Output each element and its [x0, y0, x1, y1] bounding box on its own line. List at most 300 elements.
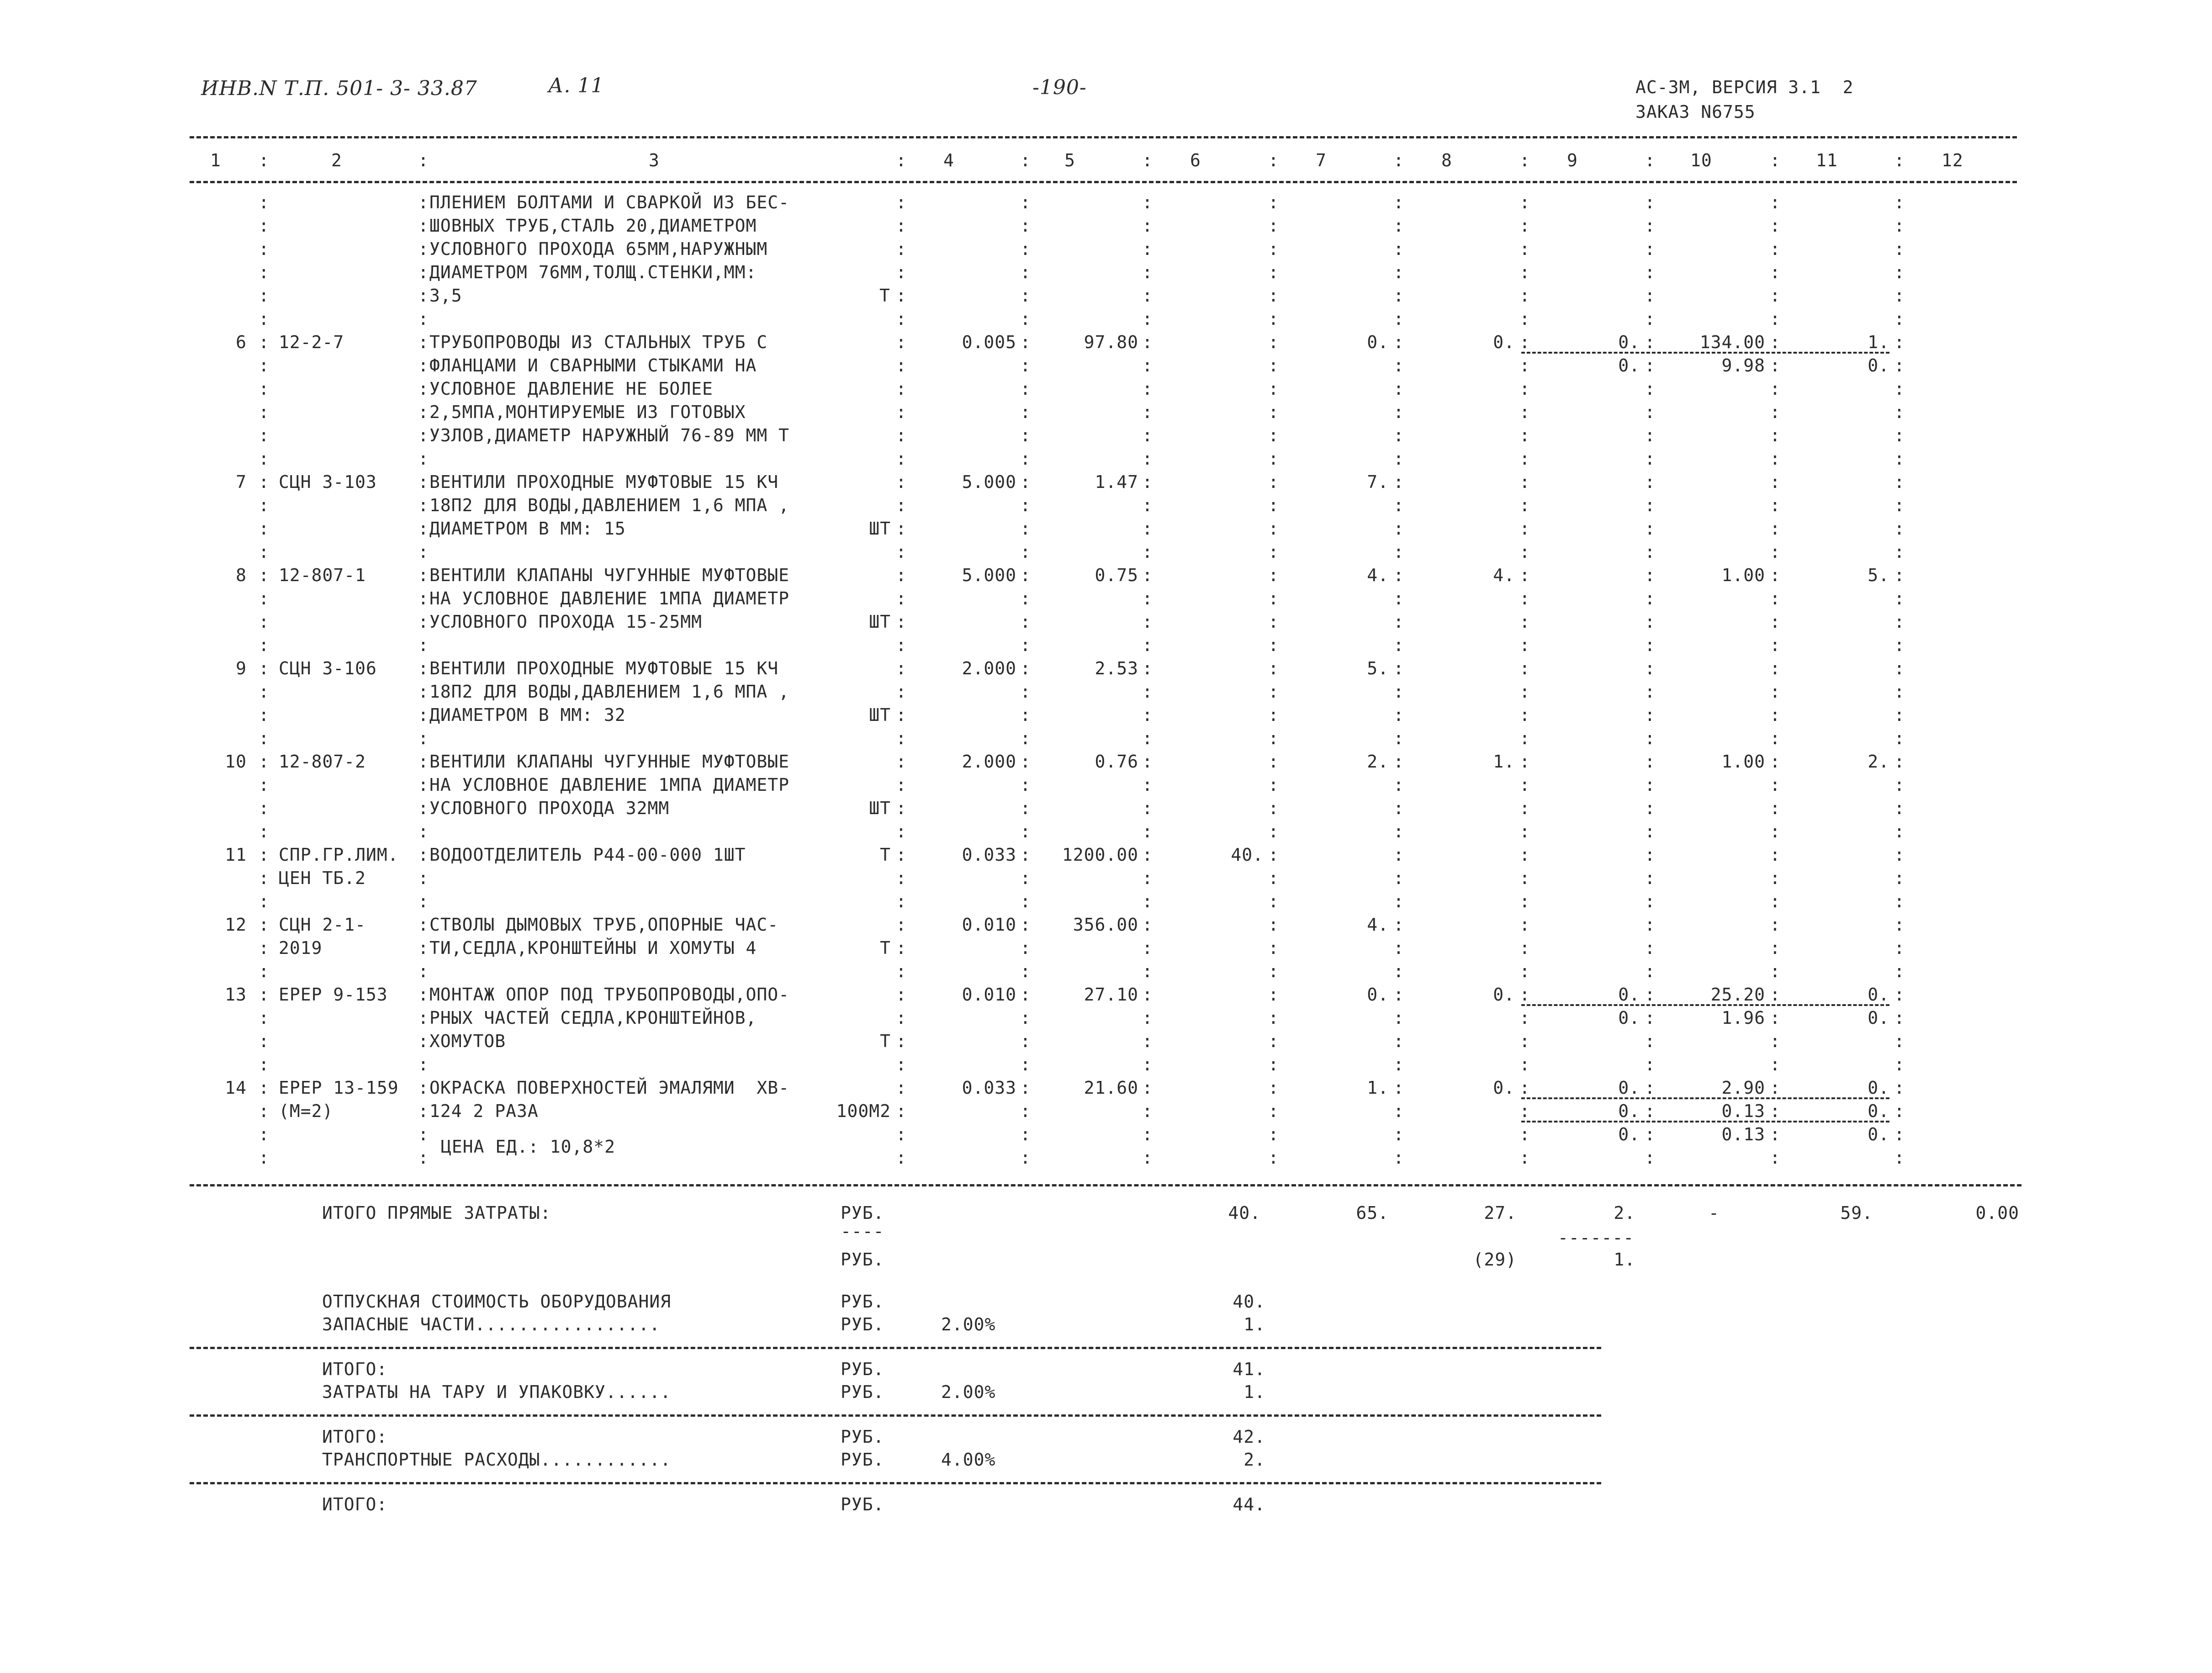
column-separator: : — [1020, 425, 1031, 445]
column-header-separator: : — [1894, 150, 1905, 170]
column-separator: : — [1894, 192, 1905, 212]
column-separator: : — [418, 961, 429, 981]
column-separator: : — [1142, 798, 1153, 818]
column-separator: : — [418, 845, 429, 865]
subvalue-c11: 0. — [1868, 1101, 1889, 1121]
direct-costs-unit-2: РУБ. — [841, 1249, 884, 1270]
column-separator: : — [259, 495, 269, 515]
value-qty: 2.000 — [962, 658, 1016, 678]
column-separator: : — [1894, 1124, 1905, 1144]
column-separator: : — [1142, 821, 1153, 842]
value-c8: 0. — [1493, 985, 1515, 1005]
column-separator: : — [896, 891, 906, 911]
norm-code: ЕРЕР 13-159 — [279, 1078, 399, 1098]
column-separator: : — [896, 961, 906, 981]
column-separator: : — [1645, 192, 1655, 212]
column-separator: : — [1770, 985, 1780, 1005]
column-separator: : — [1393, 612, 1404, 632]
column-separator: : — [259, 1148, 269, 1168]
column-separator: : — [1020, 985, 1031, 1005]
subvalue-c10: 9.98 — [1721, 355, 1765, 376]
work-description-line: ФЛАНЦАМИ И СВАРНЫМИ СТЫКАМИ НА — [429, 355, 757, 376]
column-separator: : — [1268, 1054, 1279, 1075]
column-separator: : — [1770, 519, 1780, 539]
column-separator: : — [1020, 1148, 1031, 1168]
column-separator: : — [418, 216, 429, 236]
column-separator: : — [418, 798, 429, 818]
column-header-1: 1 — [210, 150, 221, 170]
work-description-line: ВЕНТИЛИ КЛАПАНЫ ЧУГУННЫЕ МУФТОВЫЕ — [429, 565, 789, 585]
value-c8: 0. — [1493, 332, 1515, 352]
column-separator: : — [1142, 286, 1153, 306]
column-separator: : — [1142, 1148, 1153, 1168]
summary-percent: 4.00% — [941, 1450, 996, 1470]
column-separator: : — [1894, 588, 1905, 609]
column-separator: : — [259, 891, 269, 911]
column-separator: : — [1020, 821, 1031, 842]
column-separator: : — [1142, 728, 1153, 748]
value-qty: 0.010 — [962, 915, 1016, 935]
column-separator: : — [418, 565, 429, 585]
norm-code: ЦЕН ТБ.2 — [279, 868, 366, 888]
column-separator: : — [1268, 192, 1279, 212]
column-separator: : — [418, 425, 429, 445]
column-separator: : — [1770, 239, 1780, 259]
column-separator: : — [1645, 961, 1655, 981]
column-separator: : — [1393, 192, 1404, 212]
norm-code: СЦН 2-1- — [279, 915, 366, 935]
norm-code: 12-2-7 — [279, 332, 344, 352]
column-separator: : — [1519, 612, 1530, 632]
column-separator: : — [1519, 961, 1530, 981]
column-separator: : — [1268, 1031, 1279, 1051]
column-separator: : — [1142, 239, 1153, 259]
column-separator: : — [418, 519, 429, 539]
column-separator: : — [1142, 262, 1153, 282]
column-separator: : — [1393, 425, 1404, 445]
column-separator: : — [1519, 658, 1530, 678]
work-description-line: ОКРАСКА ПОВЕРХНОСТЕЙ ЭМАЛЯМИ ХВ- — [429, 1078, 789, 1098]
column-separator: : — [1393, 868, 1404, 888]
column-separator: : — [1142, 402, 1153, 422]
work-description-line: ДИАМЕТРОМ В ММ: 32 — [429, 705, 626, 725]
column-separator: : — [1142, 332, 1153, 352]
column-separator: : — [418, 262, 429, 282]
value-c11: 1. — [1868, 332, 1889, 352]
column-separator: : — [896, 658, 906, 678]
column-separator: : — [1894, 821, 1905, 842]
column-separator: : — [1020, 1031, 1031, 1051]
column-separator: : — [1393, 588, 1404, 609]
column-header-4: 4 — [943, 150, 954, 170]
work-description-line: НА УСЛОВНОЕ ДАВЛЕНИЕ 1МПА ДИАМЕТР — [429, 588, 789, 609]
column-separator: : — [1142, 1008, 1153, 1028]
column-separator: : — [1519, 309, 1530, 329]
column-separator: : — [1142, 891, 1153, 911]
row-number: 10 — [225, 752, 247, 772]
column-separator: : — [1894, 519, 1905, 539]
summary-percent: 2.00% — [941, 1382, 996, 1402]
summary-rule — [190, 1482, 1601, 1484]
column-separator: : — [259, 752, 269, 772]
column-separator: : — [418, 1101, 429, 1121]
column-separator: : — [1393, 1031, 1404, 1051]
column-separator: : — [1268, 355, 1279, 376]
summary-rule — [190, 1414, 1601, 1417]
column-separator: : — [1519, 449, 1530, 469]
column-header-8: 8 — [1441, 150, 1452, 170]
work-description-line: СТВОЛЫ ДЫМОВЫХ ТРУБ,ОПОРНЫЕ ЧАС- — [429, 915, 779, 935]
row-number: 9 — [236, 658, 247, 678]
summary-label: ИТОГО: — [322, 1494, 388, 1514]
column-separator: : — [418, 938, 429, 958]
column-separator: : — [418, 355, 429, 376]
column-separator: : — [1770, 775, 1780, 795]
column-separator: : — [1770, 1078, 1780, 1098]
column-separator: : — [1770, 495, 1780, 515]
norm-code: СЦН 3-103 — [279, 472, 377, 492]
column-separator: : — [1020, 798, 1031, 818]
column-separator: : — [1519, 891, 1530, 911]
column-separator: : — [1770, 379, 1780, 399]
value-qty: 5.000 — [962, 565, 1016, 585]
summary-unit: РУБ. — [841, 1450, 884, 1470]
value-c9: 0. — [1618, 985, 1640, 1005]
column-separator: : — [1770, 752, 1780, 772]
value-price: 0.75 — [1095, 565, 1138, 585]
row-number: 8 — [236, 565, 247, 585]
column-separator: : — [1770, 915, 1780, 935]
summary-unit: РУБ. — [841, 1382, 884, 1402]
column-header-separator: : — [418, 150, 429, 170]
column-separator: : — [1519, 402, 1530, 422]
norm-code: СЦН 3-106 — [279, 658, 377, 678]
column-separator: : — [1393, 891, 1404, 911]
work-description-line: РНЫХ ЧАСТЕЙ СЕДЛА,КРОНШТЕЙНОВ, — [429, 1008, 757, 1028]
column-separator: : — [1770, 658, 1780, 678]
measure-unit: 100М2 — [836, 1101, 891, 1121]
direct-costs-col8: 27. — [1484, 1203, 1517, 1223]
column-separator: : — [896, 519, 906, 539]
column-separator: : — [1519, 868, 1530, 888]
column-separator: : — [1020, 262, 1031, 282]
column-separator: : — [1894, 332, 1905, 352]
column-separator: : — [1142, 472, 1153, 492]
column-separator: : — [1393, 821, 1404, 842]
column-header-separator: : — [896, 150, 906, 170]
column-separator: : — [896, 402, 906, 422]
column-separator: : — [259, 658, 269, 678]
column-separator: : — [1894, 705, 1905, 725]
column-separator: : — [1645, 519, 1655, 539]
value-c8: 4. — [1493, 565, 1515, 585]
subvalue-c11: 0. — [1868, 1124, 1889, 1144]
work-description-line: УСЛОВНОГО ПРОХОДА 15-25ММ — [429, 612, 702, 632]
column-separator: : — [1268, 868, 1279, 888]
column-separator: : — [418, 705, 429, 725]
column-separator: : — [896, 379, 906, 399]
column-separator: : — [1519, 332, 1530, 352]
measure-unit: Т — [880, 938, 891, 958]
column-separator: : — [1268, 588, 1279, 609]
column-separator: : — [259, 845, 269, 865]
column-separator: : — [1770, 705, 1780, 725]
column-separator: : — [418, 588, 429, 609]
column-separator: : — [1393, 1148, 1404, 1168]
column-separator: : — [1770, 1054, 1780, 1075]
value-c11: 2. — [1868, 752, 1889, 772]
column-header-separator: : — [1770, 150, 1780, 170]
column-separator: : — [1020, 1124, 1031, 1144]
column-separator: : — [1519, 472, 1530, 492]
column-separator: : — [1770, 565, 1780, 585]
column-separator: : — [1519, 216, 1530, 236]
unit-price-note: ЦЕНА ЕД.: 10,8*2 — [441, 1137, 616, 1157]
column-header-separator: : — [1142, 150, 1153, 170]
column-separator: : — [896, 635, 906, 655]
column-separator: : — [1770, 961, 1780, 981]
column-header-separator: : — [1020, 150, 1031, 170]
column-separator: : — [1645, 402, 1655, 422]
column-separator: : — [1645, 1148, 1655, 1168]
column-separator: : — [259, 985, 269, 1005]
column-separator: : — [1894, 682, 1905, 702]
column-separator: : — [1268, 891, 1279, 911]
column-separator: : — [896, 728, 906, 748]
column-separator: : — [1142, 961, 1153, 981]
column-separator: : — [418, 495, 429, 515]
totals-rule — [190, 1184, 2021, 1186]
row-number: 14 — [225, 1078, 247, 1098]
value-price: 97.80 — [1084, 332, 1138, 352]
column-separator: : — [1268, 216, 1279, 236]
column-separator: : — [1894, 1031, 1905, 1051]
column-separator: : — [896, 495, 906, 515]
column-separator: : — [896, 845, 906, 865]
column-separator: : — [1142, 425, 1153, 445]
column-separator: : — [1519, 379, 1530, 399]
value-price: 1.47 — [1095, 472, 1138, 492]
measure-unit: ШТ — [869, 798, 891, 818]
column-separator: : — [1519, 495, 1530, 515]
column-separator: : — [418, 309, 429, 329]
column-separator: : — [1645, 332, 1655, 352]
column-header-9: 9 — [1567, 150, 1578, 170]
column-separator: : — [896, 216, 906, 236]
column-separator: : — [418, 728, 429, 748]
column-separator: : — [896, 1008, 906, 1028]
continuation-description-line: 3,5 — [429, 286, 462, 306]
column-separator: : — [1268, 938, 1279, 958]
column-separator: : — [1894, 612, 1905, 632]
value-qty: 5.000 — [962, 472, 1016, 492]
column-separator: : — [1020, 355, 1031, 376]
column-separator: : — [1142, 705, 1153, 725]
summary-label: ИТОГО: — [322, 1427, 388, 1447]
column-separator: : — [1519, 355, 1530, 376]
column-separator: : — [1894, 891, 1905, 911]
column-separator: : — [1268, 635, 1279, 655]
column-separator: : — [1393, 565, 1404, 585]
column-separator: : — [1770, 798, 1780, 818]
column-separator: : — [418, 775, 429, 795]
column-separator: : — [1142, 775, 1153, 795]
column-separator: : — [1770, 425, 1780, 445]
subvalue-c9: 0. — [1618, 355, 1640, 376]
column-separator: : — [1268, 565, 1279, 585]
column-separator: : — [1020, 891, 1031, 911]
column-separator: : — [1770, 1101, 1780, 1121]
column-separator: : — [1020, 705, 1031, 725]
column-separator: : — [259, 402, 269, 422]
column-separator: : — [1645, 379, 1655, 399]
column-separator: : — [1268, 472, 1279, 492]
column-separator: : — [259, 425, 269, 445]
column-separator: : — [1645, 239, 1655, 259]
column-separator: : — [1268, 1101, 1279, 1121]
column-separator: : — [1645, 612, 1655, 632]
column-separator: : — [1645, 891, 1655, 911]
column-separator: : — [1393, 216, 1404, 236]
column-separator: : — [1268, 449, 1279, 469]
inventory-number: ИНВ.N Т.П. 501- 3- 33.87 — [201, 77, 477, 100]
column-separator: : — [1020, 239, 1031, 259]
column-separator: : — [1519, 425, 1530, 445]
value-qty: 0.033 — [962, 845, 1016, 865]
value-c10: 1.00 — [1721, 565, 1765, 585]
value-c7: 0. — [1367, 332, 1389, 352]
column-separator: : — [1894, 985, 1905, 1005]
column-separator: : — [1894, 868, 1905, 888]
column-separator: : — [896, 449, 906, 469]
column-separator: : — [1645, 752, 1655, 772]
column-separator: : — [418, 658, 429, 678]
column-separator: : — [1393, 1101, 1404, 1121]
work-description-line: 18П2 ДЛЯ ВОДЫ,ДАВЛЕНИЕМ 1,6 МПА , — [429, 682, 789, 702]
column-separator: : — [1268, 495, 1279, 515]
column-separator: : — [1020, 1008, 1031, 1028]
column-separator: : — [1393, 728, 1404, 748]
column-separator: : — [1142, 938, 1153, 958]
column-separator: : — [1519, 1031, 1530, 1051]
value-price: 27.10 — [1084, 985, 1138, 1005]
column-separator: : — [1268, 425, 1279, 445]
column-separator: : — [1519, 588, 1530, 609]
column-separator: : — [1268, 309, 1279, 329]
column-separator: : — [896, 985, 906, 1005]
column-separator: : — [1770, 612, 1780, 632]
column-separator: : — [1645, 449, 1655, 469]
value-qty: 0.033 — [962, 1078, 1016, 1098]
column-separator: : — [259, 775, 269, 795]
column-separator: : — [1645, 1078, 1655, 1098]
column-separator: : — [1770, 262, 1780, 282]
work-description-line: ВЕНТИЛИ ПРОХОДНЫЕ МУФТОВЫЕ 15 КЧ — [429, 658, 779, 678]
column-separator: : — [1519, 682, 1530, 702]
column-separator: : — [1020, 286, 1031, 306]
column-separator: : — [259, 449, 269, 469]
program-version: АС-3М, ВЕРСИЯ 3.1 2 — [1635, 77, 1854, 97]
column-separator: : — [418, 239, 429, 259]
work-description-line: НА УСЛОВНОЕ ДАВЛЕНИЕ 1МПА ДИАМЕТР — [429, 775, 789, 795]
column-separator: : — [1519, 1008, 1530, 1028]
column-separator: : — [1142, 682, 1153, 702]
column-separator: : — [418, 1008, 429, 1028]
summary-value: 41. — [1233, 1359, 1265, 1379]
column-separator: : — [896, 612, 906, 632]
column-separator: : — [1393, 682, 1404, 702]
column-separator: : — [1519, 938, 1530, 958]
norm-code: 2019 — [279, 938, 323, 958]
column-separator: : — [1645, 775, 1655, 795]
summary-label: ЗАТРАТЫ НА ТАРУ И УПАКОВКУ...... — [322, 1382, 672, 1402]
column-separator: : — [896, 938, 906, 958]
column-separator: : — [1020, 519, 1031, 539]
column-separator: : — [896, 425, 906, 445]
continuation-unit: Т — [879, 286, 890, 306]
column-separator: : — [896, 821, 906, 842]
column-separator: : — [259, 961, 269, 981]
column-separator: : — [1645, 542, 1655, 562]
column-separator: : — [1020, 565, 1031, 585]
column-separator: : — [896, 192, 906, 212]
column-separator: : — [1268, 961, 1279, 981]
column-separator: : — [1894, 775, 1905, 795]
column-separator: : — [259, 332, 269, 352]
column-separator: : — [1020, 216, 1031, 236]
column-separator: : — [259, 1054, 269, 1075]
column-separator: : — [1020, 938, 1031, 958]
column-separator: : — [1020, 961, 1031, 981]
column-separator: : — [259, 1124, 269, 1144]
column-separator: : — [1020, 402, 1031, 422]
column-separator: : — [1894, 658, 1905, 678]
column-separator: : — [896, 1148, 906, 1168]
column-separator: : — [1770, 1124, 1780, 1144]
column-separator: : — [1519, 752, 1530, 772]
column-separator: : — [259, 472, 269, 492]
column-separator: : — [1645, 355, 1655, 376]
header-rule-top — [190, 136, 2017, 138]
column-separator: : — [418, 915, 429, 935]
column-header-12: 12 — [1942, 150, 1963, 170]
column-separator: : — [1268, 332, 1279, 352]
column-separator: : — [896, 1101, 906, 1121]
column-separator: : — [896, 682, 906, 702]
column-separator: : — [1142, 915, 1153, 935]
column-separator: : — [418, 985, 429, 1005]
value-c10: 25.20 — [1710, 985, 1765, 1005]
column-separator: : — [1894, 1101, 1905, 1121]
column-separator: : — [1020, 495, 1031, 515]
direct-costs-col9: 2. — [1614, 1203, 1635, 1223]
column-separator: : — [1268, 705, 1279, 725]
column-separator: : — [896, 1124, 906, 1144]
column-separator: : — [1645, 868, 1655, 888]
column-header-separator: : — [1393, 150, 1404, 170]
column-separator: : — [1894, 239, 1905, 259]
column-separator: : — [896, 868, 906, 888]
continuation-description-line: ДИАМЕТРОМ 76ММ,ТОЛЩ.СТЕНКИ,ММ: — [429, 262, 757, 282]
column-separator: : — [1894, 915, 1905, 935]
column-separator: : — [1142, 658, 1153, 678]
column-separator: : — [1770, 449, 1780, 469]
summary-value: 40. — [1233, 1292, 1265, 1312]
column-separator: : — [1393, 495, 1404, 515]
column-separator: : — [1393, 309, 1404, 329]
column-separator: : — [259, 1101, 269, 1121]
column-separator: : — [418, 472, 429, 492]
